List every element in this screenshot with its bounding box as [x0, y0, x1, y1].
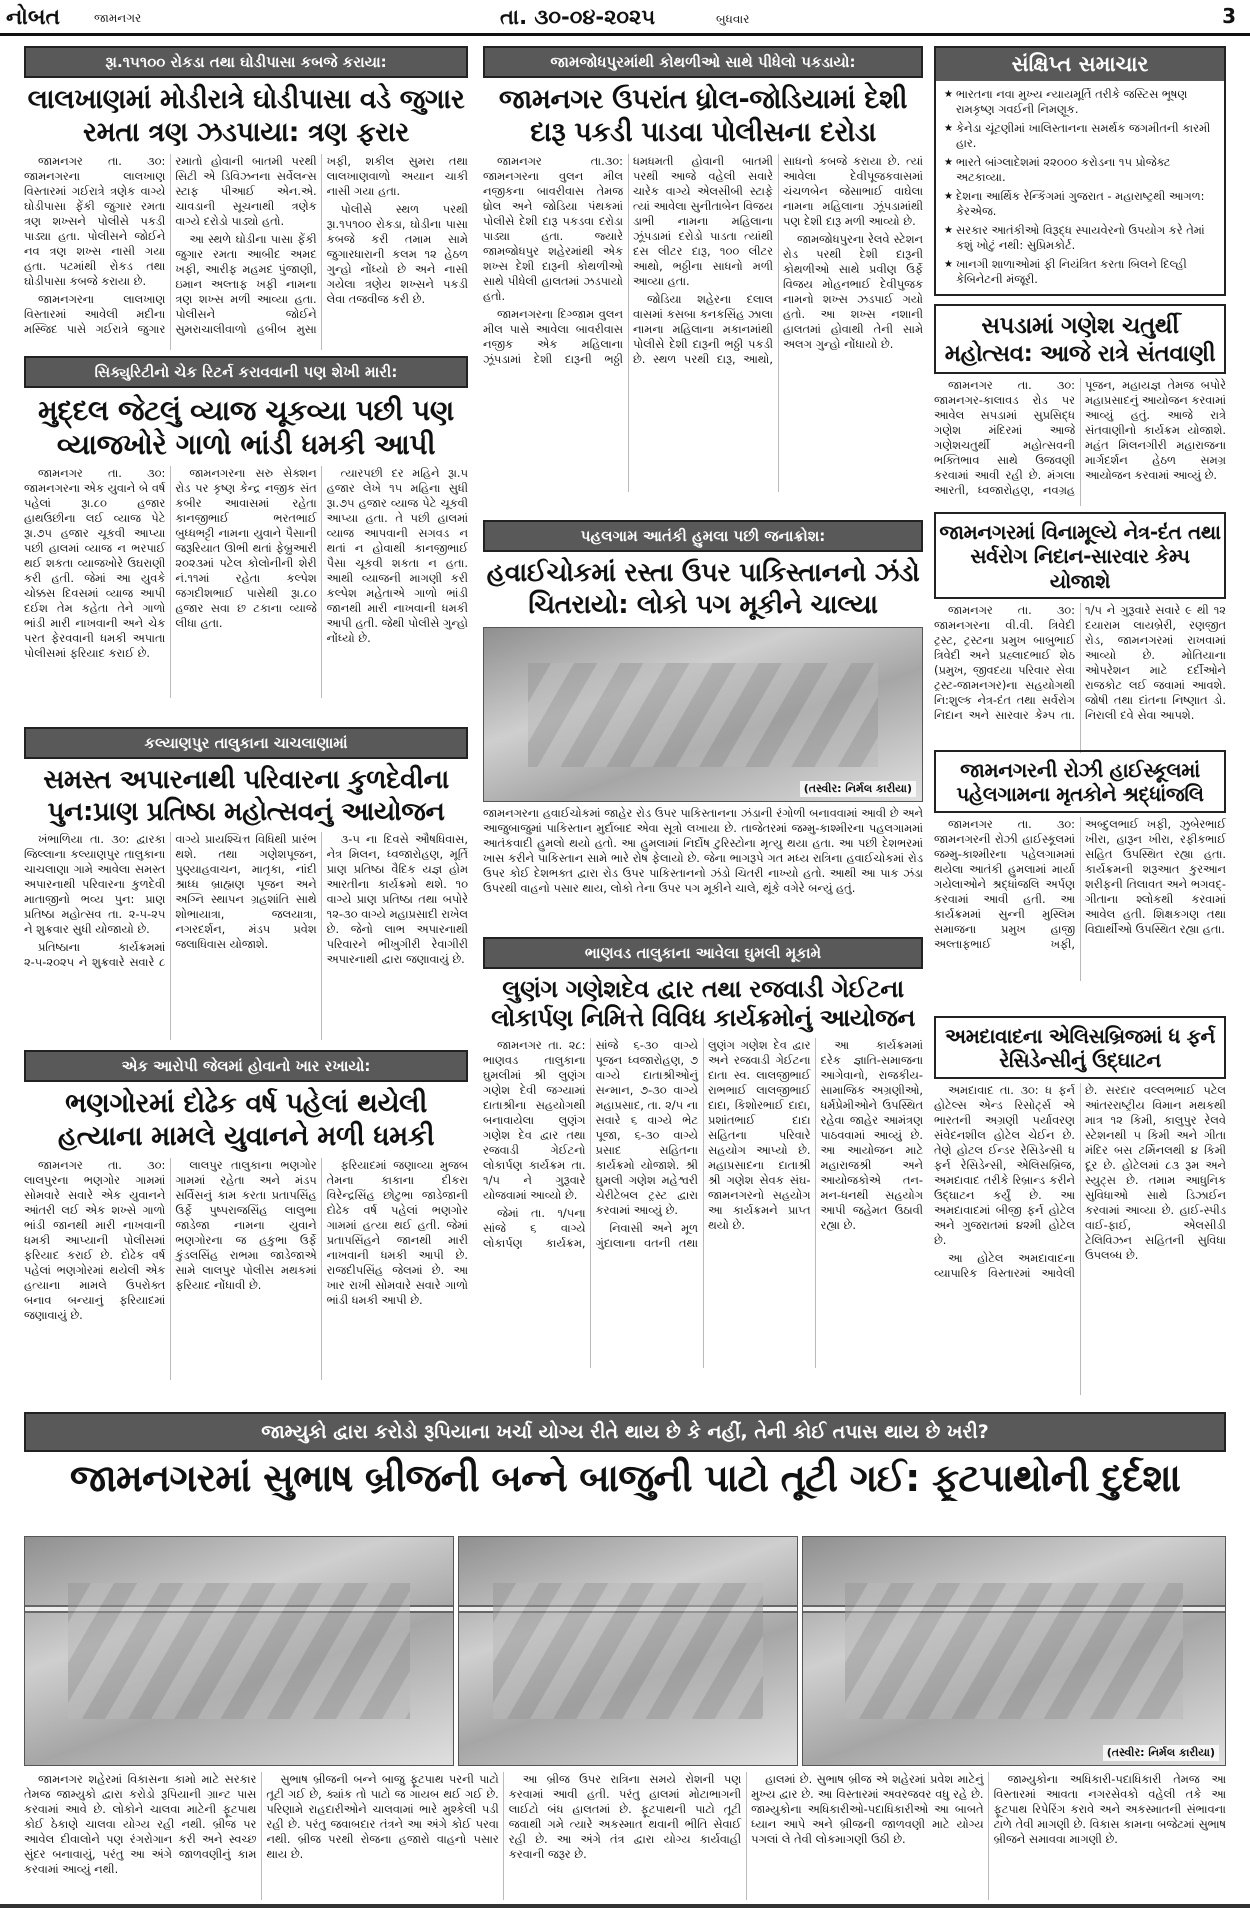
article-paragraph: જામનગરના દિગ્જામ વુલન મીલ પાસે આવેલા બાવરીવાસ નજીક એક મહિલાના ઝૂંપડામાં દેશી દારૂની ભઠ્ઠી ધમધમતી હોવાની બાતમી પરથી આજે વહેલી સવારે ચારેક વાગ્યે એલસીબી સ્ટાફે ત્યાં આવેલા સુનીતાબેન વિજય ડાભી નામના મહિલાના ઝૂંપડામાં દરોડો પાડતા ત્યાંથી દસ લીટર દારૂ, ૧૦૦ લીટર આથો, ભઠ્ઠીના સાધનો મળી આવ્યા હતા. [483, 153, 773, 366]
footer-rule [0, 1904, 1250, 1908]
article-paragraph: ફરિયાદમાં જણાવ્યા મુજબ તેમના કાકાના દીકરા વિરેન્દ્રસિંહ છોટુભા જાડેજાની દોઢેક વર્ષ પહેલાં ભણગોર ગામમાં હત્યા થઈ હતી. જેમાં પ્રતાપસિંહને જાનથી મારી નાખવાની ધમકી આપી છે. રાજદીપસિંહ જેલમાં છે. આ ખાર રાખી સોમવારે સવારે ગાળો ભાંડી ધમકી આપી છે. [326, 1157, 468, 1307]
photo-credit: (તસ્વીર: નિર્મલ કારીયા) [1103, 1745, 1219, 1761]
article-body [24, 466, 468, 698]
article-paragraph: જેમાં તા. ૧/૫ના સાંજે ૬ વાગ્યે લોકાર્પણ કાર્યક્રમ, સાંજે ૬-૩૦ વાગ્યે પૂજન ધ્વજારોહણ, ૭ વાગ્યે દાતાશ્રીઓનું સન્માન, ૭-૩૦ વાગ્યે મહાપ્રસાદ, તા. ૨/૫ ના સવારે ૬ વાગ્યે ભેટ પૂજા, ૬-૩૦ વાગ્યે પ્રસાદ સહિતના કાર્યક્રમો યોજાશે. શ્રી ઘુમલી ગણેશ મહેશ્વરી ચેરીટેબલ ટ્રસ્ટ દ્વારા કરવામાં આવ્યું છે. [483, 1037, 698, 1250]
bottom-story-banner: જામ્યુકો દ્વારા કરોડો રૂપિયાના ખર્ચા યોગ્ય રીતે થાય છે કે નહીં, તેની કોઈ તપાસ થાય છે ખરી? [24, 1412, 1226, 1452]
article-paragraph: આ કાર્યક્રમમાં દરેક જ્ઞાતિ-સમાજના આગેવાનો, રાજકીય-સામાજિક અગ્રણીઓ, ધર્મપ્રેમીઓને ઉપસ્થિત રહેવા જાહેર આમંત્રણ પાઠવવામાં આવ્યું છે. આ આયોજન માટે મહારાજશ્રી અને આયોજકોએ તન-મન-ધનથી સહયોગ આપી જહેમત ઉઠાવી રહ્યા છે. [820, 1037, 923, 1232]
article-headline: સપડામાં ગણેશ ચતુર્થી મહોત્સવ: આજે રાત્રે સંતવાણી [934, 304, 1226, 374]
article-body [483, 1038, 923, 1368]
article-paragraph: જામનગર તા. ૩૦: જામનગરની રોઝી હાઈસ્કૂલમાં જમ્મુ-કાશ્મીરના પહેલગામમાં થયેલા આતંકી હુમલામાં માર્યા ગયેલાઓને શ્રદ્ધાંજલિ અર્પણ કરવામાં આવી હતી. આ કાર્યક્રમમાં સુન્ની મુસ્લિમ સમાજના પ્રમુખ હાજી અલ્તાફભાઈ ખફી, અબ્દુલભાઈ ખફી, ઝુબેરભાઈ ખીરા, હારૂન ખીરા, રફીકભાઈ સહિત ઉપસ્થિત રહ્યા હતા. કાર્યક્રમની શરૂઆત કુરઆન શરીફની તિલાવત અને ભગવદ્-ગીતાના શ્લોકથી કરવામાં આવેલ હતી. શિક્ષકગણ તથા વિદ્યાર્થીઓ ઉપસ્થિત રહ્યા હતા. [934, 816, 1226, 951]
brief-news-item: ★ ભારતે બાંગ્લાદેશમાં ૨૨૦૦૦ કરોડના ૧૫ પ્રોજેક્ટ અટકાવ્યા. [944, 155, 1216, 185]
article-paragraph: જામનગર શહેરમાં વિકાસના કામો માટે સરકાર તેમજ જામ્યુકો દ્વારા કરોડો રૂપિયાની ગ્રાન્ટ પાસ કરવામાં આવે છે. લોકોને ચાલવા માટેની ફૂટપાથ કોઈ ઠેકાણે ચાલવા યોગ્ય રહી નથી. બ્રીજ પર આવેલ દીવાલોને પણ રંગરોગાન કરી અને સ્વચ્છ સુંદર બનાવાયું, પરંતુ આ અંગે જાળવણીનું કામ કરવામાં આવ્યું નથી. [24, 1772, 257, 1876]
photo-footpath-shape [845, 1583, 1183, 1720]
article-kicker: જામજોધપુરમાંથી કોથળીઓ સાથે પીધેલો પકડાયો: [483, 46, 923, 78]
article-headline: ભણગોરમાં દોઢેક વર્ષ પહેલાં થયેલી હત્યાના મામલે યુવાનને મળી ધમકી [57, 1088, 435, 1152]
article-rosy-school-tribute [934, 750, 1226, 981]
photo-footpath-shape [493, 1583, 763, 1720]
article-fern-residency [934, 1016, 1226, 1395]
article-headline: અમદાવાદના એલિસબ્રિજમાં ધ ફર્ન રેસિડેન્સીનું ઉદ્ઘાટન [934, 1016, 1226, 1079]
article-headline: લુણંગ ગણેશદેવ દ્વાર તથા રજવાડી ગેઈટના લોકાર્પણ નિમિત્તે વિવિધ કાર્યક્રમોનું આયોજન [491, 975, 915, 1033]
article-paragraph: જામનગર તા. ૩૦: જામનગરના લાલખાણ વિસ્તારમાં ગઈરાત્રે ત્રણેક વાગ્યે ઘોડીપાસા ફેંકી જુગાર રમતા ત્રણ શખ્સને પોલીસે પકડી પાડ્યા હતા. પોલીસને જોઈને નવ ત્રણ શખ્સ નાસી ગયા હતા. પટમાંથી રોકડ તથા ઘોડીપાસા કબજે કરાયા છે. [24, 153, 166, 288]
article-paragraph: જામનગર તા. ૩૦: લાલપુરના ભણગોર ગામમાં સોમવારે સવારે એક યુવાનને આંતરી લઈ એક શખ્સે ગાળો ભાંડી જાનથી મારી નાખવાની ધમકી આપ્યાની પોલીસમાં ફરિયાદ કરાઈ છે. દોઢેક વર્ષ પહેલાં ભણગોરમાં થયેલી એક હત્યાના મામલે ઉપરોક્ત બનાવ બન્યાનું ફરિયાદમાં જણાવાયું છે. [24, 1157, 166, 1322]
article-ghumli-lokarpan [483, 937, 923, 1368]
article-eye-dental-camp [934, 512, 1226, 753]
brief-news-item: ★ દેશના આર્થિક રેન્કિંગમાં ગુજરાત - મહારાષ્ટ્રથી આગળ: કેરએજ. [944, 189, 1216, 219]
article-paragraph: આ હોટેલ અમદાવાદના વ્યાપારિક વિસ્તારમાં આવેલી છે. સરદાર વલ્લભભાઈ પટેલ આંતરરાષ્ટ્રીય વિમાન મથકથી માત્ર ૧૨ કિમી, કાલુપુર રેલવે સ્ટેશનથી ૫ કિમી અને ગીતા મંદિર બસ ટર્મિનલથી ૪ કિમી દૂર છે. હોટેલમાં ૮૩ રૂમ અને સ્યુટ્સ છે. તમામ આધુનિક સુવિધાઓ સાથે ડિઝાઈન કરવામાં આવ્યા છે. હાઈ-સ્પીડ વાઈ-ફાઈ, એલસીડી ટેલિવિઝન સહિતની સુવિધા ઉપલબ્ધ છે. [934, 1082, 1226, 1280]
article-headline: હવાઈચોકમાં રસ્તા ઉપર પાકિસ્તાનનો ઝંડો ચિતરાયો: લોકો પગ મૂકીને ચાલ્યા [486, 558, 920, 620]
article-paragraph: જામનગર તા. ૩૦: જામનગરના વી.વી. ત્રિવેદી ટ્રસ્ટ, ટ્રસ્ટના પ્રમુખ બાબુભાઈ ત્રિવેદી અને પ્રહ્લાદભાઈ શેઠ (પ્રમુખ, જીવદયા પરિવાર સેવા ટ્રસ્ટ-જામનગર)ના સહયોગથી નિ:શુલ્ક નેત્ર-દંત તથા સર્વરોગ નિદાન અને સારવાર કેમ્પ તા. ૧/૫ ને ગુરૂવારે સવારે ૯ થી ૧૨ દયારામ લાયબ્રેરી, રણજીત રોડ, જામનગરમાં રાખવામાં આવ્યો છે. મોતિયાના ઓપરેશન માટે દર્દીઓને રાજકોટ લઈ જવામાં આવશે. જોષી તથા દાંતના નિષ્ણાત ડો. નિરાલી દવે સેવા આપશે. [934, 603, 1226, 723]
photo-road-shape [528, 663, 878, 767]
article-headline: સમસ્ત અપારનાથી પરિવારના કુળદેવીના પુન:પ્રાણ પ્રતિષ્ઠા મહોત્સવનું આયોજન [43, 765, 449, 827]
article-moneylender-threat [24, 356, 468, 698]
article-kicker: ભાણવડ તાલુકાના આવેલા ઘુમલી મૂકામે [483, 937, 923, 969]
article-paragraph: જામનગરના સરુ સેક્શન રોડ પર કૃષ્ણ કેન્દ્ર નજીક સંત કબીર આવાસમાં રહેતા કાનજીભાઈ ભરતભાઈ બુધ્ધભટ્ટી નામના યુવાને પૈસાની જરૂરિયાત ઊભી થતાં ફેબ્રુઆરી ૨૦૨૩માં પટેલ કોલોનીની શેરી નં.૧૧માં રહેતા કલ્પેશ જગદીશભાઈ પાસેથી રૂા.૮૦ હજાર સવા છ ટકાના વ્યાજે લીધા હતા. [175, 466, 317, 631]
article-lalkhan-gambling [24, 46, 468, 350]
article-paragraph: નિવાસી અને મૂળ ગુંદાલાના વતની તથા લુણંગ ગણેશ દેવ દ્વાર અને રજવાડી ગેઈટના દાતા સ્વ. લાલજીભાઈ રાભભાઈ લાલજીભાઈ દાદા, કિશોરભાઈ દાદા, પ્રશાંતભાઈ દાદા સહિતના પરિવારે સહયોગ આપ્યો છે. મહાપ્રસાદના દાતાશ્રી શ્રી ગણેશ સેવક સંઘ-જામનગરનો સહયોગ આ કાર્યક્રમને પ્રાપ્ત થયો છે. [595, 1037, 811, 1250]
article-body [24, 154, 468, 350]
article-headline: મુદ્દલ જેટલું વ્યાજ ચૂકવ્યા પછી પણ વ્યાજખોરે ગાળો ભાંડી ધમકી આપી [38, 394, 454, 462]
article-paragraph: ત્યારપછી દર મહિને રૂા.૫ હજાર લેખે ૧૫ મહિના સુધી રૂા.૭૫ હજાર વ્યાજ પેટે ચૂકવી આપ્યા હતા. તે પછી હાલમાં વ્યાજ આપવાની સગવડ ન થતાં ન હોવાથી કાનજીભાઈ પૈસા ચૂકવી શકતા ન હતા. આથી વ્યાજની માગણી કરી કલ્પેશ મહેતાએ ગાળો ભાંડી જાનથી મારી નાખવાની ધમકી આપી હતી. જેથી પોલીસે ગુન્હો નોંધ્યો છે. [326, 466, 468, 646]
photo-credit: (તસ્વીર: નિર્મલ કારીયા) [800, 781, 916, 797]
bottom-story-body [24, 1772, 1226, 1900]
article-paragraph: આ બ્રીજ ઉપર રાત્રિના સમયે રોશની પણ કરવામાં આવી હતી. પરંતુ હાલમાં મોટાભાગની લાઈટો બંધ હાલતમાં છે. ફૂટપાથની પાટો તૂટી જવાથી ગમે ત્યારે અકસ્માત થવાની ભીતિ સેવાઈ રહી છે. આ અંગે તંત્ર દ્વારા યોગ્ય કાર્યવાહી કરવાની જરૂર છે. [508, 1772, 742, 1861]
bridge-photo-right [802, 1536, 1226, 1766]
article-paragraph: જામજોધપુરના રેલવે સ્ટેશન રોડ પરથી દેશી દારૂની કોથળીઓ સાથે પ્રવીણ ઉર્ફે વિજય મોહનભાઈ દેવીપુજક નામનો શખ્સ ઝડપાઈ ગયો હતો. આ શખ્સ નશાની હાલતમાં હોવાથી તેની સામે અલગ ગુન્હો નોંધાયો છે. [783, 231, 923, 351]
article-headline: જામનગર ઉપરાંત ધ્રોલ-જોડિયામાં દેશી દારૂ પકડી પાડવા પોલીસના દરોડા [498, 84, 908, 148]
brief-news-item: ★ કેનેડા ચૂંટણીમાં ખાલિસ્તાનના સમર્થક જગમીતની કારમી હાર. [944, 121, 1216, 151]
article-paragraph: ૩-૫ ના દિવસે ઔષધિવાસ, નેત્ર મિલન, ધ્વજારોહણ, મૂર્તિ પ્રાણ પ્રતિષ્ઠા વૈદિક યજ્ઞ હોમ આરતીના કાર્યક્રમો થશે. ૧૦ વાગ્યે પ્રાણ પ્રતિષ્ઠા તથા બપોરે ૧૨-૩૦ વાગ્યે મહાપ્રસાદી રાખેલ છે. જેનો લાભ અપારનાથી પરિવારને ભીખુગીરી રેવાગીરી અપારનાથી દ્વારા જણાવાયું છે. [326, 832, 468, 967]
photo-footpath-shape [68, 1583, 410, 1720]
brief-news-item: ★ ભારતના નવા મુખ્ય ન્યાયમૂર્તિ તરીકે જસ્ટિસ ભૂષણ રામકૃષ્ણ ગવઈની નિમણૂક. [944, 87, 1216, 117]
brief-news-title: સંક્ષિપ્ત સમાચાર [936, 48, 1224, 81]
article-headline: જામનગરમાં વિનામૂલ્યે નેત્ર-દંત તથા સર્વરોગ નિદાન-સારવાર કેમ્પ યોજાશે [934, 512, 1226, 599]
article-bhangor-threat [24, 1050, 468, 1380]
newspaper-logo: નોબત [6, 4, 61, 30]
article-paragraph: જામનગર તા. ૩૦: જામનગરના એક યુવાને બે વર્ષ પહેલાં રૂા.૮૦ હજાર હાથઉછીના લઈ વ્યાજ પેટે રૂા.૭૫ હજાર ચૂકવી આપ્યા પછી હાલમાં વ્યાજ ન ભરપાઈ થઈ શકતા વ્યાજખોરે ઉઘરાણી કરી હતી. જેમાં આ યુવકે ચોક્કસ દિવસમાં વ્યાજ આપી દઈશ તેમ કહેતા તેને ગાળો ભાંડી મારી નાખવાની અને ચેક પરત ફેરવવાની ધમકી અપાતા પોલીસમાં ફરિયાદ કરાઈ છે. [24, 466, 166, 661]
brief-news-box [934, 46, 1226, 296]
article-kicker: પહલગામ આતંકી હુમલા પછી જનાક્રોશ: [483, 520, 923, 552]
article-paragraph: હાલમાં છે. સુભાષ બ્રીજ એ શહેરમાં પ્રવેશ માટેનું મુખ્ય દ્વાર છે. આ વિસ્તારમાં અવરજવર વધુ રહે છે. જામ્યુકોના અધિકારીઓ-પદાધિકારીઓ આ બાબતે ધ્યાન આપે અને બ્રીજની જાળવણી માટે યોગ્ય પગલાં લે તેવી લોકમાગણી ઉઠી છે. [751, 1772, 984, 1846]
article-body [934, 1083, 1226, 1395]
article-paragraph: પ્રતિષ્ઠાના કાર્યક્રમમાં ૨-૫-૨૦૨૫ ને શુક્રવારે સવારે ૮ વાગ્યે પ્રાયશ્ચિત્ત વિધિથી પ્રારંભ થશે. તથા ગણેશપૂજન, પુણ્યાહવાચન, માતૃકા, નાંદી શ્રાધ્ધ બ્રાહ્મણ પૂજન અને અગ્નિ સ્થાપન ગ્રહશાંતિ સાથે શોભાયાત્રા, જલયાત્રા, નગરદર્શન, મંડપ પ્રવેશ જલાધિવાસ યોજાશે. [24, 832, 317, 970]
bridge-photo-left [24, 1536, 454, 1766]
article-kicker: એક આરોપી જેલમાં હોવાનો ખાર રખાયો: [24, 1050, 468, 1082]
article-desi-daru-raids [483, 46, 923, 492]
page-number: 3 [1222, 4, 1236, 28]
article-headline: જામનગરની રોઝી હાઈસ્કૂલમાં પહેલગામના મૃતકોને શ્રદ્ધાંજલિ [934, 750, 1226, 813]
bottom-story-headline: જામનગરમાં સુભાષ બ્રીજની બન્ને બાજુની પાટો તૂટી ગઈ: ફૂટપાથોની દુર્દશા [69, 1456, 1181, 1500]
article-paragraph: જોડિયા શહેરના દલાલ વાસમાં કસબા કનકસિંહ ઝાલા નામના મહિલાના મકાનમાંથી પોલીસે દેશી દારૂની ભઠ્ઠી પકડી છે. સ્થળ પરથી દારૂ, આથો, સાધનો કબજે કરાયા છે. ત્યાં આવેલા દેવીપૂજકવાસમાં ચંચળબેન જેસાભાઈ વાઘેલા નામના મહિલાના ઝૂંપડામાંથી પણ દેશી દારૂ મળી આવ્યો છે. [633, 153, 923, 366]
article-body [483, 154, 923, 492]
article-pakistan-flag-road [483, 520, 923, 910]
article-paragraph: આ સ્થળે ઘોડીના પાસા ફેંકી જુગાર રમતા આબીદ અમદ ખફી, આરીફ મહમદ પુંજાણી, ઇમાન અલ્તાફ ખફી નામના ત્રણ શખ્સ મળી આવ્યા હતા. પોલીસને જોઈને સુમરાચાલીવાળો હબીબ મુસા ખફી, શકીલ સુમરા તથા લાલખાણવાળો અયાન ચાકી નાસી ગયા હતા. [175, 153, 468, 336]
article-kuldevi-mahotsav [24, 727, 468, 1040]
bridge-photo-middle [458, 1536, 798, 1766]
article-kicker: કલ્યાણપુર તાલુકાના ચાચલાણામાં [24, 727, 468, 759]
article-kicker: રૂા.૧૫૧૦૦ રોકડા તથા ઘોડીપાસા કબજે કરાયા: [24, 46, 468, 78]
article-paragraph: લાલપુર તાલુકાના ભણગોર ગામમાં રહેતા અને મંડપ સર્વિસનું કામ કરતા પ્રતાપસિંહ ઉર્ફે પુષ્પરાજસિંહ લાલુભા જાડેજા નામના યુવાને ભણગોરના જ હકુભા ઉર્ફે કુંડલસિંહ રાભમા જાડેજાએ સામે લાલપુર પોલીસ મથકમાં ફરિયાદ નોંધાવી છે. [175, 1157, 317, 1292]
article-paragraph: અમદાવાદ તા. ૩૦: ધ ફર્ન હોટેલ્સ એન્ડ રિસોર્ટ્સ એ ભારતની અગ્રણી પર્યાવરણ સંવેદનશીલ હોટેલ ચેઈન છે. તેણે હોટલ ઈન્ડર રેસિડેન્સી ધ ફર્ન રેસિડેન્સી, એલિસબ્રિજ, અમદાવાદ તરીકે રિબ્રાન્ડ કરીને ઉદ્ઘાટન કર્યું છે. આ અમદાવાદમાં બીજી ફર્ન હોટેલ અને ગુજરાતમાં ૪૨મી હોટેલ છે. [934, 1082, 1075, 1247]
article-sapda-ganesh [934, 304, 1226, 506]
article-body [934, 817, 1226, 981]
brief-news-list [936, 81, 1224, 297]
brief-news-item: ★ ખાનગી શાળાઓમાં ફી નિયંત્રિત કરતા બિલને દિલ્હી કેબિનેટની મંજૂરી. [944, 257, 1216, 287]
article-paragraph: જામનગર તા.૩૦: જામનગરના વુલન મીલ નજીકના બાવરીવાસ તેમજ ધ્રોલ અને જોડિયા પંથકમાં પોલીસે દેશી દારૂ પકડવા દરોડા પાડ્યા હતા. જ્યારે જામજોધપુર શહેરમાંથી એક શખ્સ દેશી દારૂની કોથળીઓ સાથે પીધેલી હાલતમાં ઝડપાયો હતો. [483, 153, 623, 303]
news-photo [483, 627, 923, 802]
brief-news-item: ★ સરકાર આતંકીઓ વિરૂદ્ધ સ્પાયવેરનો ઉપયોગ કરે તેમાં કશું ખોટું નથી: સુપ્રિમકોર્ટ. [944, 223, 1216, 253]
article-paragraph: જામનગર તા. ૨૮: ભાણવડ તાલુકાના ઘુમલીમાં શ્રી લુણંગ ગણેશ દેવી જગ્યામાં દાતાશ્રીના સહયોગથી બનાવાયેલા લુણંગ ગણેશ દેવ દ્વાર તથા રજવાડી ગેઈટનો લોકાર્પણ કાર્યક્રમ તા. ૧/૫ ને ગુરૂવારે યોજવામાં આવ્યો છે. [483, 1037, 586, 1202]
article-paragraph: સુભાષ બ્રીજની બન્ને બાજુ ફૂટપાથ પરની પાટો તૂટી ગઈ છે, ક્યાંક તો પાટો જ ગાયબ થઈ ગઈ છે. પરિણામે રાહદારીઓને ચાલવામાં ભારે મુશ્કેલી પડી રહી છે. પરંતુ જવાબદાર તંત્રને આ અંગે કોઈ પરવા નથી. બ્રીજ પરથી રોજના હજારો વાહનો પસાર થાય છે. [266, 1772, 499, 1861]
photo-caption: જામનગરના હવાઈચોકમાં જાહેર રોડ ઉપર પાકિસ્તાનના ઝંડાની રંગોળી બનાવવામાં આવી છે અને આજુબાજુમાં પાકિસ્તાન મુર્દાબાદ એવા સૂત્રો લખાયા છે. તાજેતરમાં જમ્મુ-કાશ્મીરના પહલગામમાં આતંકવાદી હુમલો થયો હતો. આ હુમલામાં નિર્દોષ ટુરિસ્ટોના મૃત્યુ થયા હતા. આ પછી દેશભરમાં ખાસ કરીને પાકિસ્તાન સામે ભારે રોષ ફેલાયો છે. જેના ભાગરૂપે ગત મધ્ય રાત્રિના હવાઈચોકમાં રોડ ઉપર કોઈ દેશભક્ત દ્વારા રોડ ઉપર પાકિસ્તાનનો ઝંડો ચિતરી નાખ્યો હતો. આથી આ પાક ઝંડા ઉપરથી વાહનો પસાર થાય, લોકો તેના ઉપર પગ મૂકીને ચાલે, થૂંકે વગેરે બન્યું હતું. [483, 806, 923, 896]
edition-city: જામનગર [94, 11, 142, 25]
article-paragraph: જામનગર તા. ૩૦: જામનગર-કાલાવડ રોડ પર આવેલ સપડામાં સુપ્રસિદ્ધ ગણેશ મંદિરમાં આજે ગણેશચતુર્થી મહોત્સવની ભક્તિભાવ સાથે ઉજવણી કરવામાં આવી રહી છે. મંગલા આરતી, ધ્વજારોહણ, નવગ્રહ પૂજન, મહાયજ્ઞ તેમજ બપોરે મહાપ્રસાદનું આયોજન કરવામાં આવ્યું હતું. આજે રાત્રે સંતવાણીનો કાર્યક્રમ યોજાશે. મહંત મિલનગીરી મહારાજના માર્ગદર્શન હેઠળ સમગ્ર આયોજન કરવામાં આવ્યું છે. [934, 378, 1226, 498]
article-kicker: સિક્યુરિટીનો ચેક રિટર્ન કરાવવાની પણ શેખી મારી: [24, 356, 468, 388]
issue-date: તા. ૩૦-૦૪-૨૦૨૫ [500, 5, 656, 29]
article-paragraph: જામ્યુકોના અધિકારી-પદાધિકારી તેમજ આ વિસ્તારમાં આવતા નગરસેવકો વહેલી તકે આ ફૂટપાથ રિપેરિંગ કરાવે અને અકસ્માતની સંભાવના ટાળે તેવી માગણી છે. વિકાસ કામના બજેટમાં સુભાષ બ્રીજને સમાવવા માગણી છે. [993, 1772, 1226, 1846]
article-paragraph: પોલીસે સ્થળ પરથી રૂા.૧૫૧૦૦ રોકડા, ઘોડીના પાસા કબજે કરી તમામ સામે જુગારધારાની કલમ ૧૨ હેઠળ ગુન્હો નોંધ્યો છે અને નાસી ગયેલા ત્રણેય શખ્સને પકડી લેવા તજવીજ કરી છે. [326, 201, 468, 306]
article-body [24, 832, 468, 1040]
article-body [934, 378, 1226, 506]
issue-day: બુધવાર [716, 12, 750, 26]
article-body [24, 1158, 468, 1380]
article-paragraph: જામનગરના લાલખાણ વિસ્તારમાં આવેલી મદીના મસ્જિદ પાસે ગઈરાત્રે જુગાર રમાતો હોવાની બાતમી પરથી સિટી એ ડિવિઝનના સર્વેલન્સ સ્ટાફ પીઆઈ એન.એ. ચાવડાની સૂચનાથી ત્રણેક વાગ્યે દરોડો પાડ્યો હતો. [24, 153, 317, 336]
article-body [934, 603, 1226, 753]
article-headline: લાલખાણમાં મોડીરાત્રે ઘોડીપાસા વડે જુગાર રમતા ત્રણ ઝડપાયા: ત્રણ ફરાર [27, 84, 465, 148]
masthead [0, 0, 1250, 36]
article-paragraph: ખંભાળિયા તા. ૩૦: દ્વારકા જિલ્લાના કલ્યાણપુર તાલુકાના ચાચલાણા ગામે આવેલા સમસ્ત અપારનાથી પરિવારના કુળદેવી માતાજીનો ભવ્ય પુન: પ્રાણ પ્રતિષ્ઠા મહોત્સવ તા. ૨-૫-૨૫ ને શુક્રવાર સુધી યોજાયો છે. [24, 832, 166, 937]
